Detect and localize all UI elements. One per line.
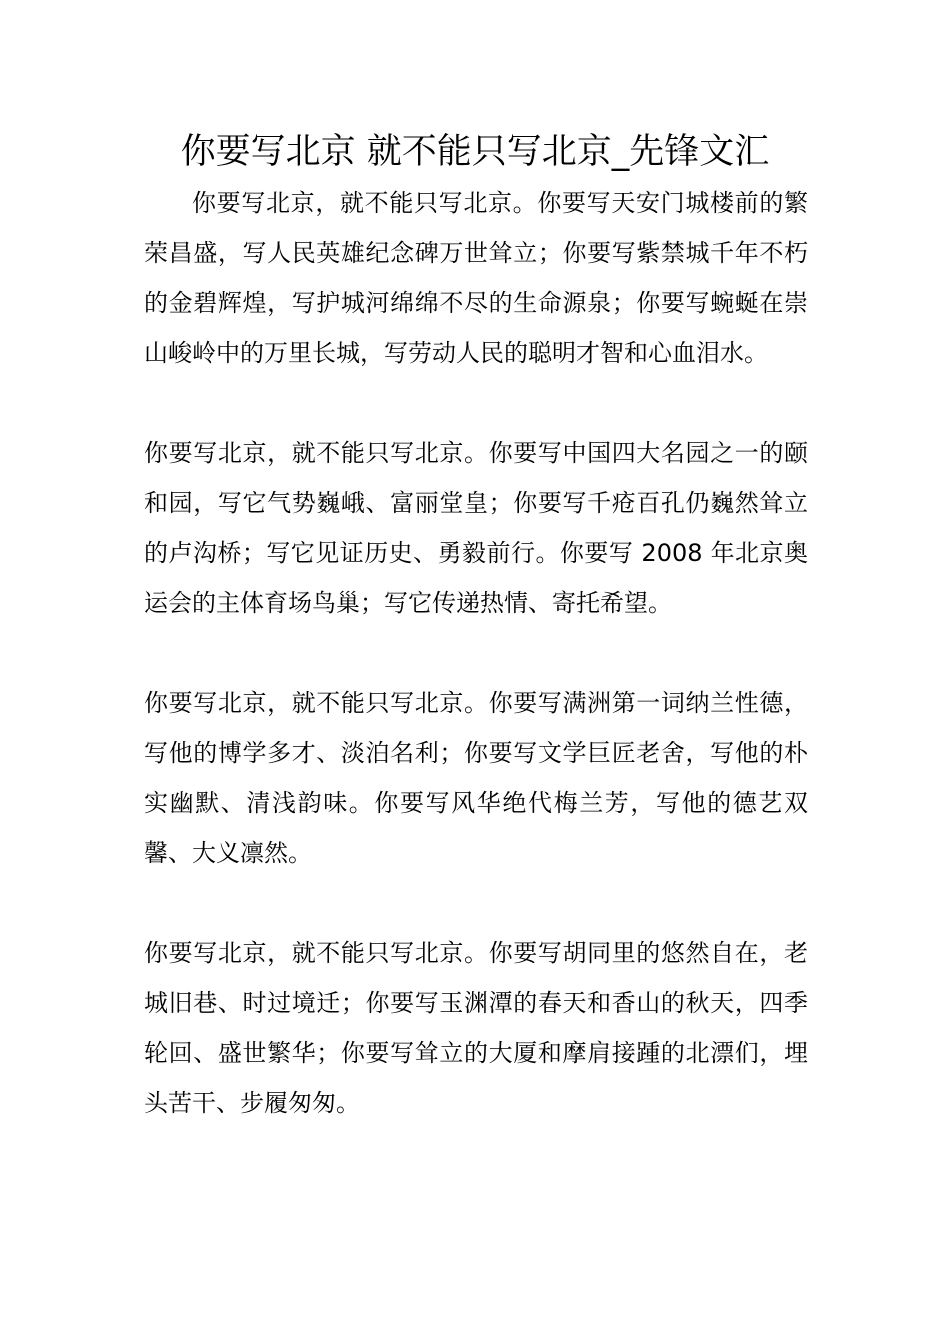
paragraph-3: 你要写北京，就不能只写北京。你要写满洲第一词纳兰性德，写他的博学多才、淡泊名利；你要写文学巨匠老舍，写他的朴实幽默、清浅韵味。你要写风华绝代梅兰芳，写他的德艺双馨、大义凛然。 — [144, 689, 808, 867]
paragraph-4: 你要写北京，就不能只写北京。你要写胡同里的悠然自在，老城旧巷、时过境迁；你要写玉渊潭的春天和香山的秋天，四季轮回、盛世繁华；你要写耸立的大厦和摩肩接踵的北漂们，埋头苦干、步履匆匆。 — [144, 939, 808, 1117]
paragraph-2: 你要写北京，就不能只写北京。你要写中国四大名园之一的颐和园，写它气势巍峨、富丽堂皇；你要写千疮百孔仍巍然耸立的卢沟桥；写它见证历史、勇毅前行。你要写 2008 年北京奥运会的主体育场鸟巢；写它传递热情、寄托希望。 — [144, 439, 808, 617]
document-body — [144, 178, 808, 1178]
document-title: 你要写北京 就不能只写北京_先锋文汇 — [180, 132, 770, 172]
paragraph-1: 你要写北京，就不能只写北京。你要写天安门城楼前的繁荣昌盛，写人民英雄纪念碑万世耸立；你要写紫禁城千年不朽的金碧辉煌，写护城河绵绵不尽的生命源泉；你要写蜿蜒在崇山峻岭中的万里长城，写劳动人民的聪明才智和心血泪水。 — [144, 189, 808, 367]
